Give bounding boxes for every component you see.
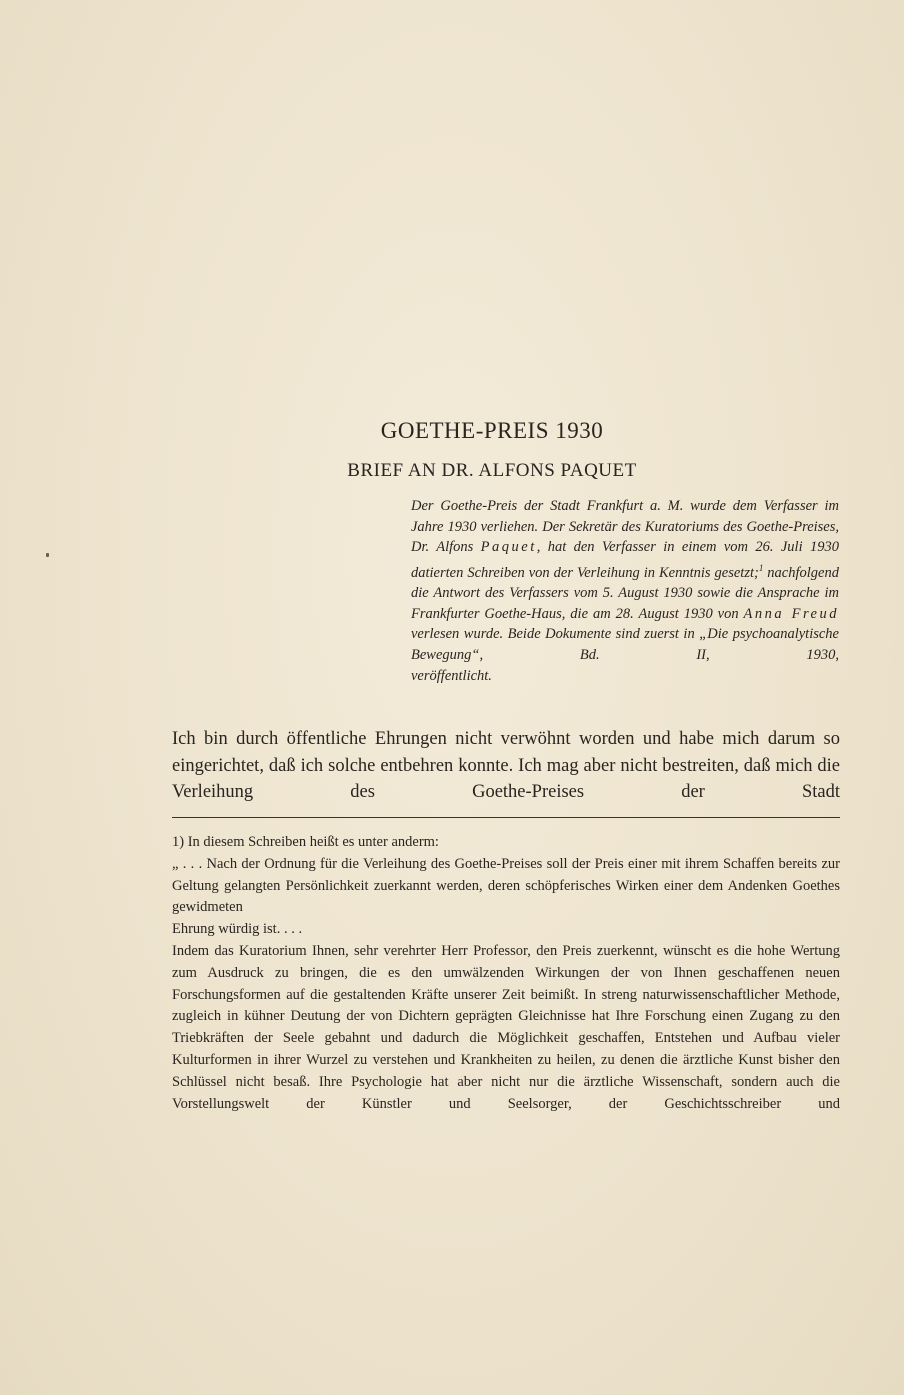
editorial-note-text-1: Der Goethe-Preis der Stadt Frankfurt a. M. wurde dem Verfasser im Jahre 1930 verliehen. Der Sekretär des Kuratoriums des Goethe-Preises, Dr. Alfons — [411, 498, 839, 556]
page-subtitle: BRIEF AN DR. ALFONS PAQUET — [347, 460, 637, 481]
footnote-quote-paragraph-2: Indem das Kuratorium Ihnen, sehr verehrter Herr Professor, den Preis zuerkennt, wünscht es die hohe Wertung zum Ausdruck zu bringen, die es den umwälzenden Wirkungen der von Ihnen geschaffenen neuen Forschungsformen auf die gestaltenden Kräfte unserer Zeit beimißt. In streng naturwissenschaftlicher Methode, zugleich in kühner Deutung der von Dichtern geprägten Gleichnisse hat Ihre Forschung einen Zugang zu den Triebkräften der Seele gebahnt und dadurch die Möglichkeit geschaffen, Entstehen und Aufbau vieler Kulturformen in ihrer Wurzel zu verstehen und Krankheiten zu heilen, zu denen die ärztliche Kunst bisher den Schlüssel nicht besaß. Ihre Psychologie hat aber nicht nur die ärztliche Wissenschaft, sondern auch die Vorstellungswelt der Künstler und Seelsorger, der Geschichtsschreiber und — [172, 942, 840, 1112]
letter-opening-paragraph: Ich bin durch öffentliche Ehrungen nicht verwöhnt worden und habe mich darum so eingerichtet, daß ich solche entbehren konnte. Ich mag aber nicht bestreiten, daß mich die Verleihung des Goethe-Preises der Stadt — [172, 729, 840, 803]
footnote-block — [172, 832, 840, 1115]
editorial-note-last-line: veröffentlicht. — [411, 667, 492, 684]
footnote-reference: 1 — [758, 562, 764, 573]
margin-mark — [46, 553, 49, 557]
editorial-note — [411, 496, 839, 686]
editorial-note-name-paquet: Paquet — [480, 539, 537, 556]
footnote-quote-paragraph-1-end: Ehrung würdig ist. . . . — [172, 921, 303, 938]
editorial-note-text-2: , hat den Verfasser in einem vom 26. Juli 1930 datierten Schreiben von der Verleihung in Kenntnis gesetzt; — [411, 539, 839, 581]
page-title: GOETHE-PREIS 1930 — [380, 418, 604, 443]
footnote-intro-line: 1) In diesem Schreiben heißt es unter anderm: — [172, 834, 439, 850]
editorial-note-text-4: verlesen wurde. Beide Dokumente sind zuerst in „Die psychoanalytische Bewegung“, Bd. II, 1930, — [411, 626, 839, 663]
footnote-quote-paragraph-1: „ . . . Nach der Ordnung für die Verleihung des Goethe-Preises soll der Preis einer mit ihrem Schaffen bereits zur Geltung gelangten Persönlichkeit zuerkannt werden, deren schöpferisches Wirken einer dem Andenken Goethes gewidmeten — [172, 855, 840, 916]
editorial-note-text-3: nachfolgend die Antwort des Verfassers vom 5. August 1930 sowie die Ansprache im Frankfurter Goethe-Haus, die am 28. August 1930 von — [411, 564, 839, 622]
editorial-note-name-anna-freud: Anna Freud — [743, 605, 839, 622]
footnote-divider — [172, 817, 840, 818]
